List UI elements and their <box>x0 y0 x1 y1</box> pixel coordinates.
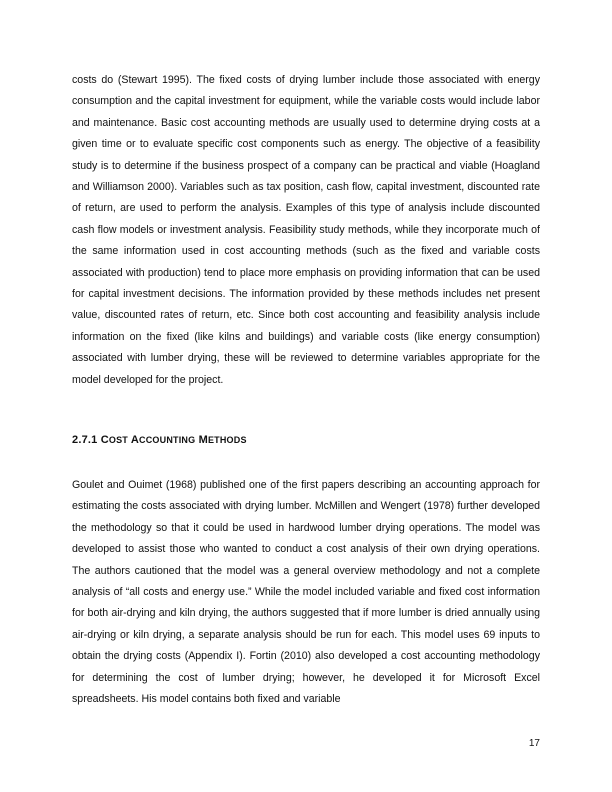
page-number: 17 <box>528 738 540 749</box>
body-paragraph-1: costs do (Stewart 1995). The fixed costs of drying lumber include those associated with energy consumption and the capital investment for equipment, while the variable costs would include labor and maintenance. Basic cost accounting methods are usually used to determine drying costs at a given time or to evaluate specific cost components such as energy. The objective of a feasibility study is to determine if the business prospect of a company can be practical and viable (Hoagland and Williamson 2000). Variables such as tax position, cash flow, capital investment, discounted rate of return, are used to perform the analysis. Examples of this type of analysis include discounted cash flow models or investment analysis. Feasibility study methods, while they incorporate much of the same information used in cost accounting methods (such as the fixed and variable costs associated with production) tend to place more emphasis on providing information that can be used for capital investment decisions. The information provided by these methods includes net present value, discounted rates of return, etc. Since both cost accounting and feasibility analysis include information on the fixed (like kilns and buildings) and variable costs (like energy consumption) associated with lumber drying, these will be reviewed to determine variables appropriate for the model developed for the project. <box>72 74 540 386</box>
body-paragraph-2: Goulet and Ouimet (1968) published one of the first papers describing an accounting approach for estimating the costs associated with drying lumber. McMillen and Wengert (1978) further developed the methodology so that it could be used in hardwood lumber drying operations. The model was developed to assist those who wanted to conduct a cost analysis of their own drying operations. The authors cautioned that the model was a general overview methodology and not a complete analysis of “all costs and energy use.” While the model included variable and fixed cost information for both air-drying and kiln drying, the authors suggested that if more lumber is dried annually using air-drying or kiln drying, a separate analysis should be run for each. This model uses 69 inputs to obtain the drying costs (Appendix I). Fortin (2010) also developed a cost accounting methodology for determining the cost of lumber drying; however, he developed it for Microsoft Excel spreadsheets. His model contains both fixed and variable <box>72 479 540 706</box>
heading-word-cost: COST <box>100 434 128 446</box>
section-number: 2.7.1 <box>72 434 98 446</box>
heading-word-accounting: ACCOUNTING <box>130 434 196 446</box>
heading-word-methods: METHODS <box>198 434 247 446</box>
section-heading <box>72 430 247 450</box>
